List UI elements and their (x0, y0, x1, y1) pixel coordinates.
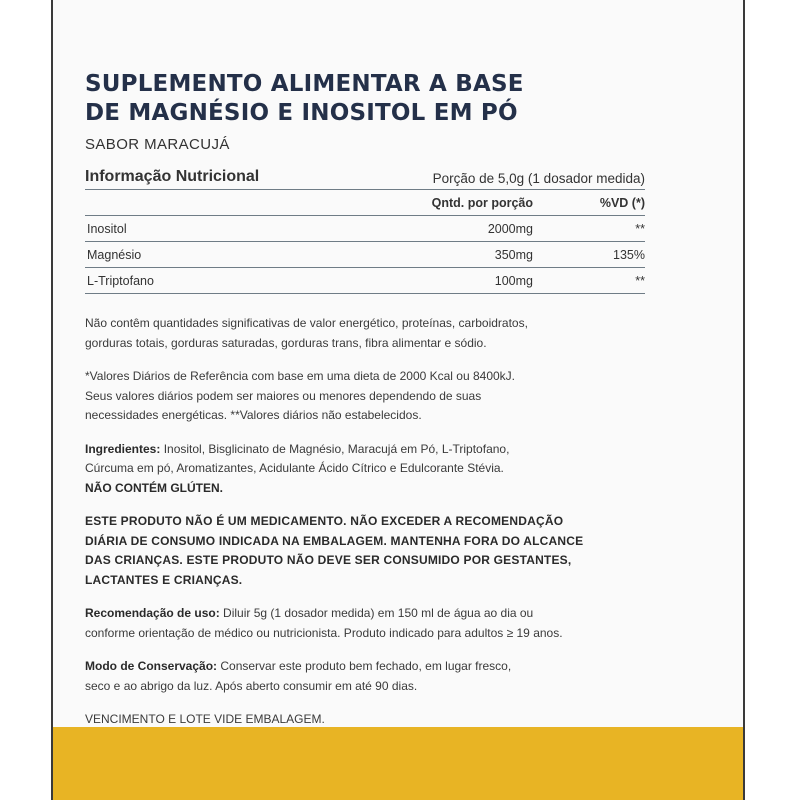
daily-values-footnote: *Valores Diários de Referência com base em uma dieta de 2000 Kcal ou 8400kJ. Seus valores diários podem ser maiores ou menores dependendo de suas necessidades energéticas. **Valores diários não estabelecidos. (85, 369, 516, 422)
title-line-2: DE MAGNÉSIO E INOSITOL EM PÓ (85, 100, 518, 126)
nutrient-name: Inositol (85, 216, 365, 242)
flavor: SABOR MARACUJÁ (85, 136, 230, 153)
table-row (85, 216, 645, 242)
nutrition-table (85, 189, 645, 294)
nutrient-name: L-Triptofano (85, 268, 365, 294)
usage-recommendation: Recomendação de uso: Diluir 5g (1 dosador medida) em 150 ml de água ao dia ou conforme orientação de médico ou nutricionista. Produto indicado para adultos ≥ 19 anos. (85, 606, 563, 640)
table-header-row (85, 190, 645, 216)
nutrient-qty: 350mg (365, 242, 533, 268)
storage-label: Modo de Conservação: (85, 659, 218, 673)
yellow-band (53, 727, 743, 800)
nutrition-heading: Informação Nutricional (85, 168, 260, 185)
usage-label: Recomendação de uso: (85, 606, 220, 620)
storage-instructions: Modo de Conservação: Conservar este produto bem fechado, em lugar fresco, seco e ao abrigo da luz. Após aberto consumir em até 90 dias. (85, 659, 512, 693)
nutrient-qty: 100mg (365, 268, 533, 294)
nutrition-header (85, 168, 645, 186)
qty-column-header: Qntd. por porção (365, 190, 533, 216)
table-row (85, 268, 645, 294)
expiry-notice: VENCIMENTO E LOTE VIDE EMBALAGEM. (85, 712, 325, 726)
no-significant-amounts: Não contêm quantidades significativas de valor energético, proteínas, carboidratos, gorduras totais, gorduras saturadas, gorduras trans, fibra alimentar e sódio. (85, 316, 528, 350)
product-title (85, 70, 645, 128)
warning-notice: ESTE PRODUTO NÃO É UM MEDICAMENTO. NÃO EXCEDER A RECOMENDAÇÃO DIÁRIA DE CONSUMO INDICADA NA EMBALAGEM. MANTENHA FORA DO ALCANCE DAS CRIANÇAS. ESTE PRODUTO NÃO DEVE SER CONSUMIDO POR GESTANTES, LACTANTES E CRIANÇAS. (85, 514, 584, 587)
ingredients-label: Ingredientes: (85, 441, 161, 456)
title-line-1: SUPLEMENTO ALIMENTAR A BASE (85, 71, 524, 97)
ingredients: Ingredientes: Inositol, Bisglicinato de Magnésio, Maracujá em Pó, L-Triptofano, Cúrcuma em pó, Aromatizantes, Acidulante Ácido Cítrico e Edulcorante Stévia. NÃO CONTÉM GLÚTEN. (85, 441, 510, 495)
nutrient-vd: ** (533, 216, 645, 242)
nutrient-vd: ** (533, 268, 645, 294)
nutrient-qty: 2000mg (365, 216, 533, 242)
table-row (85, 242, 645, 268)
portion-size: Porção de 5,0g (1 dosador medida) (432, 171, 645, 186)
gluten-free-notice: NÃO CONTÉM GLÚTEN. (85, 480, 223, 495)
nutrient-vd: 135% (533, 242, 645, 268)
nutrient-name: Magnésio (85, 242, 365, 268)
label-content (85, 70, 645, 730)
vd-column-header: %VD (*) (533, 190, 645, 216)
